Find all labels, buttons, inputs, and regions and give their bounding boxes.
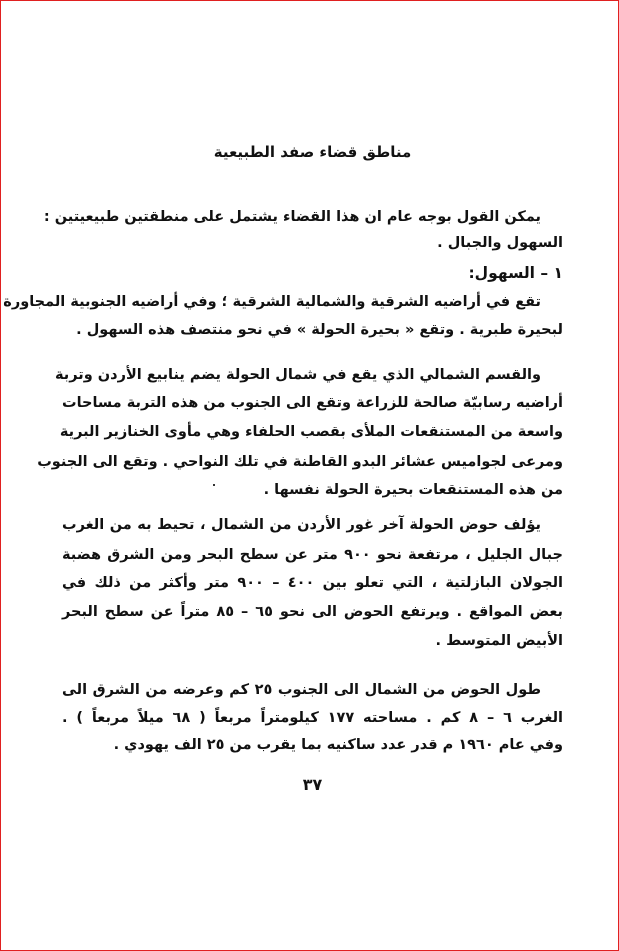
text-line: يؤلف حوض الحولة آخر غور الأردن من الشمال ، تحيط به من الغرب	[62, 517, 541, 533]
text-line: وفي عام ١٩٦٠ م قدر عدد ساكنيه بما يقرب من ٢٥ الف يهودي .	[113, 737, 563, 753]
text-line: بعض المواقع . ويرتفع الحوض الى نحو ٦٥ – ٨٥ متراً عن سطح البحر	[62, 604, 563, 620]
text-line: السهول والجبال .	[437, 235, 563, 251]
text-line: يمكن القول بوجه عام ان هذا القضاء يشتمل على منطقتين طبيعيتين :	[43, 209, 541, 225]
text-line: ومرعى لجواميس عشائر البدو القاطنة في تلك النواحي . وتقع الى الجنوب	[37, 454, 563, 470]
text-line: طول الحوض من الشمال الى الجنوب ٢٥ كم وعرضه من الشرق الى	[62, 682, 541, 698]
page-number: ٣٧	[302, 775, 323, 794]
text-line: واسعة من المستنقعات الملأى بقصب الحلفاء وهي مأوى الخنازير البرية	[59, 424, 563, 440]
text-line: جبال الجليل ، مرتفعة نحو ٩٠٠ متر عن سطح البحر ومن الشرق هضبة	[62, 547, 563, 563]
text-line: الغرب ٦ – ٨ كم . مساحته ١٧٧ كيلومتراً مربعاً ( ٦٨ ميلاً مربعاً ) .	[62, 710, 563, 726]
text-line: الأبيض المتوسط .	[435, 633, 563, 649]
text-line: والقسم الشمالي الذي يقع في شمال الحولة يضم ينابيع الأردن وتربة	[55, 367, 541, 383]
scan-speck	[213, 484, 215, 486]
page-title: مناطق قضاء صفد الطبيعية	[213, 143, 412, 161]
text-line: لبحيرة طبرية . وتقع « بحيرة الحولة » في نحو منتصف هذه السهول .	[76, 322, 563, 338]
text-line: من هذه المستنقعات بحيرة الحولة نفسها .	[263, 482, 563, 498]
text-line: تقع في أراضيه الشرقية والشمالية الشرقية ؛ وفي أراضيه الجنوبية المجاورة	[3, 294, 541, 310]
text-line: الجولان البازلتية ، التي تعلو بين ٤٠٠ – ٩٠٠ متر وأكثر من ذلك في	[62, 575, 564, 591]
text-line: أراضيه رسابيّة صالحة للزراعة وتقع الى الجنوب من هذه التربة مساحات	[62, 395, 563, 411]
section-heading: ١ – السهول:	[468, 264, 563, 282]
book-page	[3, 0, 564, 951]
